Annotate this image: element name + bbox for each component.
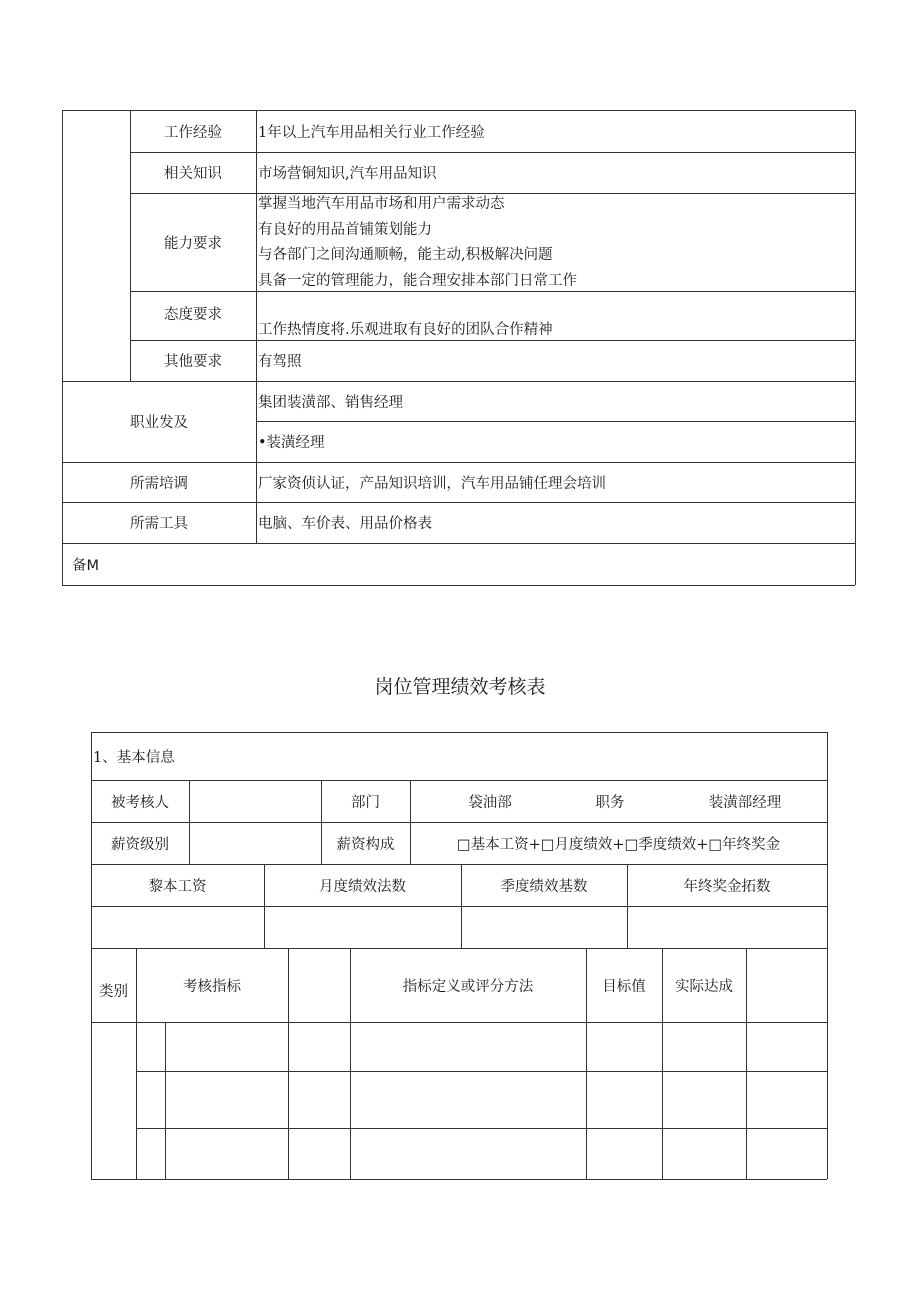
remark-label: 备M xyxy=(72,557,100,574)
salary-composition-value[interactable]: □基本工资+□月度绩效+□季度绩效+□年终奖金 xyxy=(456,836,781,853)
form-title: 岗位管理绩效考核表 xyxy=(374,676,546,698)
kpi-definition-header: 指标定义或评分方法 xyxy=(402,978,534,995)
career-label: 职业发及 xyxy=(130,415,188,431)
knowledge-value: 市场营铜知识,汽车用品知识 xyxy=(258,166,437,182)
tools-label: 所需工具 xyxy=(130,516,188,532)
dept-label: 部门 xyxy=(351,794,380,811)
annual-bonus-header: 年终奖金拓数 xyxy=(683,878,771,895)
experience-value: 1年以上汽车用品相关行业工作经验 xyxy=(258,124,485,141)
position-value: 装潢部经理 xyxy=(708,794,782,811)
kpi-actual-header: 实际达成 xyxy=(675,978,733,995)
basic-info-heading: 1、基本信息 xyxy=(93,749,175,766)
table-row[interactable] xyxy=(136,1128,827,1179)
salary-level-label: 薪资级别 xyxy=(111,836,169,853)
ability-line: 具备一定的管理能力，能合理安排本部门日常工作 xyxy=(258,272,577,289)
dept-value: 袋油部 xyxy=(468,794,512,811)
base-salary-input[interactable] xyxy=(91,906,264,948)
assessee-label: 被考核人 xyxy=(111,794,169,811)
kpi-target-header: 目标值 xyxy=(602,978,646,995)
kpi-category-header: 类别 xyxy=(99,983,128,1000)
base-salary-header: 黎本工资 xyxy=(148,878,207,895)
training-value: 厂家资侦认证，产品知识培训，汽车用品铺任理会培训 xyxy=(258,475,606,492)
ability-line: 有良好的用品首铺策划能力 xyxy=(258,221,432,238)
monthly-base-header: 月度绩效法数 xyxy=(319,878,406,895)
career-value-1: 集团装潢部、销售经理 xyxy=(258,394,403,411)
experience-label: 工作经验 xyxy=(164,124,222,141)
quarterly-base-input[interactable] xyxy=(461,906,627,948)
attitude-label: 态度要求 xyxy=(164,307,222,323)
ability-line: 掌握当地汽车用品市场和用户需求动态 xyxy=(258,196,505,212)
training-label: 所需培调 xyxy=(130,475,188,492)
ability-line: 与各部门之间沟通顺畅，能主动,积极解决问题 xyxy=(258,247,553,263)
knowledge-label: 相关知识 xyxy=(164,166,222,182)
assessee-field[interactable] xyxy=(189,780,321,822)
salary-composition-label: 薪资构成 xyxy=(336,836,395,853)
quarterly-base-header: 季度绩效基数 xyxy=(500,878,588,895)
ability-label: 能力要求 xyxy=(164,235,222,252)
attitude-value: 工作热情度将.乐观进取有良好的团队合作精神 xyxy=(258,321,553,338)
kpi-indicator-header: 考核指标 xyxy=(183,978,241,995)
annual-bonus-input[interactable] xyxy=(627,906,827,948)
other-label: 其他要求 xyxy=(164,354,222,370)
tools-value: 电脑、车价表、用品价格表 xyxy=(258,516,432,532)
table-row[interactable] xyxy=(136,1022,827,1071)
position-label: 职务 xyxy=(595,794,625,811)
table-row[interactable] xyxy=(136,1071,827,1128)
career-value-2: •装潢经理 xyxy=(258,435,325,451)
monthly-base-input[interactable] xyxy=(264,906,461,948)
other-value: 有驾照 xyxy=(258,354,302,370)
salary-level-field[interactable] xyxy=(189,822,321,864)
